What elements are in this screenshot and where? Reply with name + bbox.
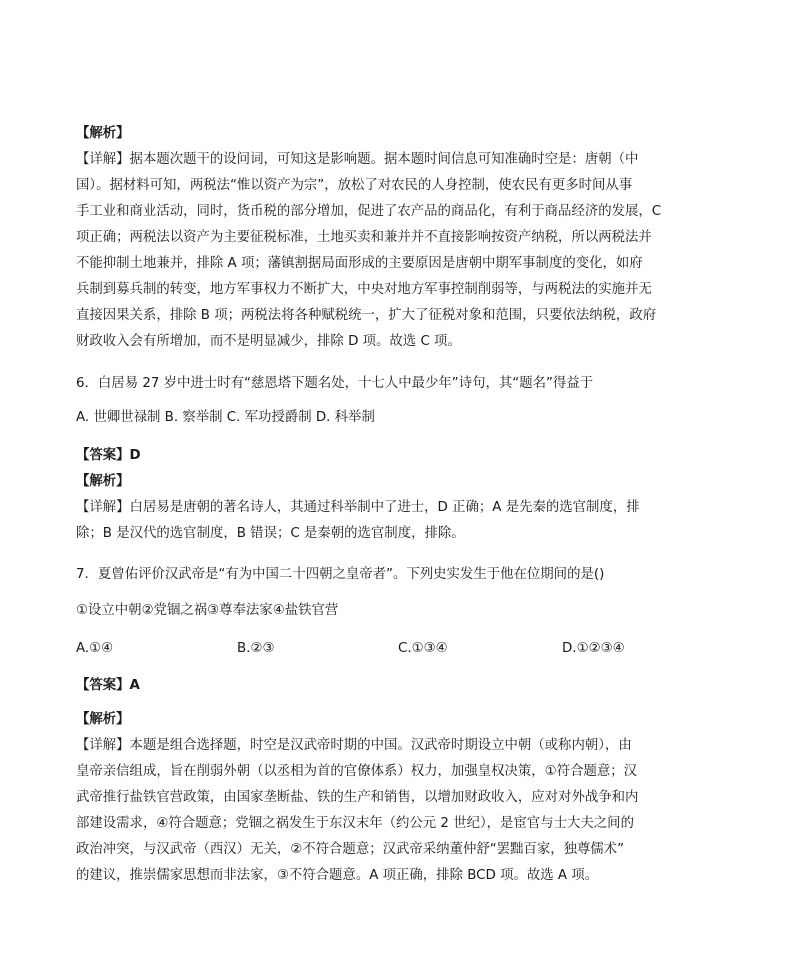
q7-items: ①设立中朝②党锢之祸③尊奉法家④盐铁官营 <box>76 603 339 618</box>
q7-option-a: A.①④ <box>76 641 114 656</box>
q5-detail-line: 【详解】据本题次题干的设问词，可知这是影响题。据本题时间信息可知准确时空是：唐朝（中 <box>76 152 639 167</box>
q5-detail-line: 直接因果关系，排除 B 项；两税法将各种赋税统一，扩大了征税对象和范围，只要依法纳税，政府 <box>76 308 657 323</box>
q6-answer: 【答案】D <box>76 448 141 463</box>
q7-option-d: D.①②③④ <box>562 641 625 656</box>
q5-analysis-heading: 【解析】 <box>76 126 130 141</box>
q5-detail-line: 国）。据材料可知，两税法“惟以资产为宗”，放松了对农民的人身控制，使农民有更多时间从事 <box>76 178 633 193</box>
q7-answer: 【答案】A <box>76 678 140 693</box>
q7-question: 7．夏曾佑评价汉武帝是“有为中国二十四朝之皇帝者”。下列史实发生于他在位期间的是() <box>76 567 605 582</box>
q7-detail-line: 武帝推行盐铁官营政策，由国家垄断盐、铁的生产和销售，以增加财政收入，应对对外战争和内 <box>76 790 639 805</box>
q6-detail-line: 【详解】白居易是唐朝的著名诗人，其通过科举制中了进士，D 正确；A 是先秦的选官制度，排 <box>76 500 640 515</box>
q7-detail-line: 政治冲突，与汉武帝（西汉）无关，②不符合题意；汉武帝采纳董仲舒“罢黜百家，独尊儒术” <box>76 842 625 857</box>
q7-detail-line: 【详解】本题是组合选择题，时空是汉武帝时期的中国。汉武帝时期设立中朝（或称内朝），由 <box>76 738 632 753</box>
q5-detail-line: 不能抑制土地兼并，排除 A 项；藩镇割据局面形成的主要原因是唐朝中期军事制度的变化，如府 <box>76 256 643 271</box>
q7-detail-line: 皇帝亲信组成，旨在削弱外朝（以丞相为首的官僚体系）权力，加强皇权决策，①符合题意；汉 <box>76 764 638 779</box>
q7-detail-line: 的建议，推崇儒家思想而非法家，③不符合题意。A 项正确，排除 BCD 项。故选 A 项。 <box>76 868 599 883</box>
q6-options: A. 世卿世禄制 B. 察举制 C. 军功授爵制 D. 科举制 <box>76 410 375 425</box>
q6-detail-line: 除；B 是汉代的选官制度，B 错误；C 是秦朝的选官制度，排除。 <box>76 526 465 541</box>
q7-detail-line: 部建设需求，④符合题意；党锢之祸发生于东汉末年（约公元 2 世纪），是宦官与士大夫之间的 <box>76 816 634 831</box>
q6-analysis-heading: 【解析】 <box>76 474 130 489</box>
q7-option-b: B.②③ <box>237 641 275 656</box>
q5-detail-line: 兵制到募兵制的转变，地方军事权力不断扩大，中央对地方军事控制削弱等，与两税法的实施并无 <box>76 282 652 297</box>
q6-question: 6．白居易 27 岁中进士时有“慈恩塔下题名处，十七人中最少年”诗句，其“题名”得益于 <box>76 376 594 391</box>
q7-analysis-heading: 【解析】 <box>76 712 130 727</box>
q5-detail-line: 财政收入会有所增加，而不是明显减少，排除 D 项。故选 C 项。 <box>76 334 461 349</box>
q7-option-c: C.①③④ <box>398 641 448 656</box>
q5-detail-line: 手工业和商业活动，同时，货币税的部分增加，促进了农产品的商品化，有利于商品经济的发展，C <box>76 204 662 219</box>
q5-detail-line: 项正确；两税法以资产为主要征税标准，土地买卖和兼并并不直接影响按资产纳税，所以两税法并 <box>76 230 652 245</box>
